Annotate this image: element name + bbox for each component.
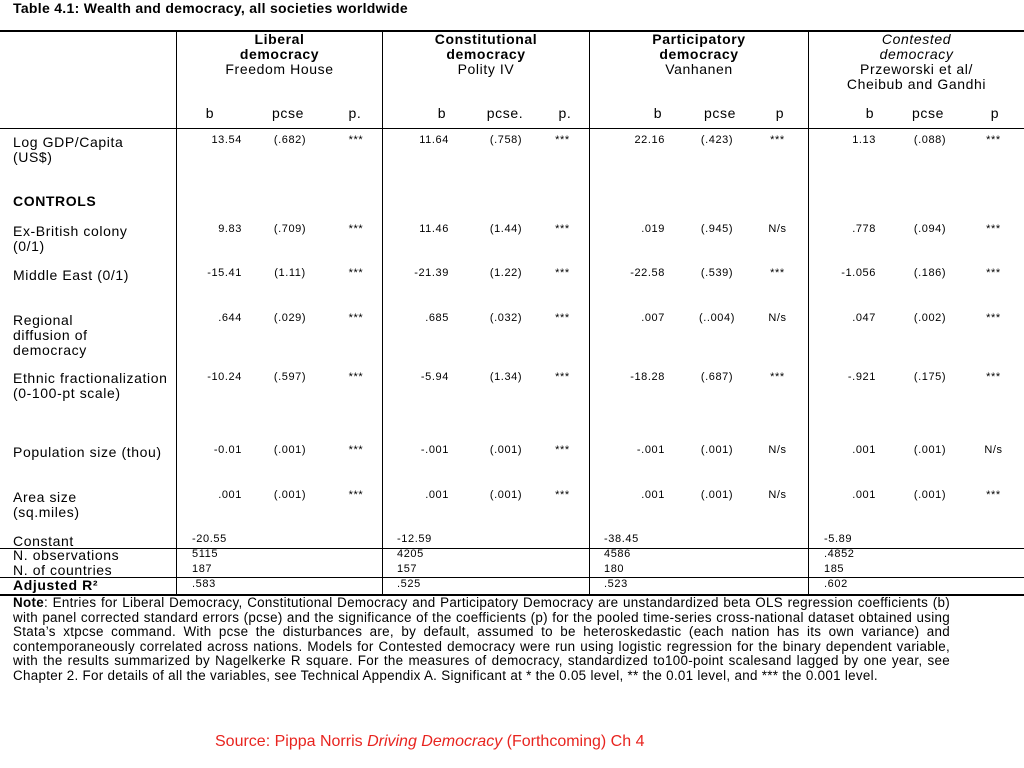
- cell-b: 4205: [397, 548, 424, 560]
- subheader-b: b: [865, 105, 875, 121]
- source-book-title: Driving Democracy: [367, 733, 503, 750]
- cell-pcse: (.001): [700, 489, 734, 501]
- cell-p: ***: [348, 489, 364, 501]
- cell-pcse: (.001): [913, 489, 947, 501]
- subheader-b: b: [437, 105, 447, 121]
- cell-pcse: (.001): [913, 444, 947, 456]
- cell-pcse: (.423): [700, 134, 734, 146]
- cell-b: .523: [604, 578, 628, 590]
- cell-b: -20.55: [192, 533, 227, 545]
- cell-p: ***: [986, 223, 1001, 235]
- row-label: Log GDP/Capita (US$): [13, 134, 124, 165]
- column-source: Polity IV: [457, 61, 515, 77]
- column-source: Freedom House: [225, 61, 334, 77]
- cell-pcse: (1.11): [274, 267, 306, 279]
- cell-b: .583: [192, 578, 216, 590]
- row-label: Constant: [13, 533, 74, 549]
- cell-p: ***: [770, 134, 785, 146]
- subheader-p: p.: [348, 105, 362, 121]
- subheader-b: b: [205, 105, 215, 121]
- source-prefix: Source: Pippa Norris: [215, 733, 368, 750]
- cell-pcse: (.539): [700, 267, 734, 279]
- cell-b: -.001: [636, 444, 665, 456]
- cell-b: -0.01: [213, 444, 242, 456]
- cell-b: -5.89: [824, 533, 853, 545]
- subheader-pcse: pcse.: [486, 105, 524, 121]
- column-header-participatory: [590, 32, 808, 77]
- cell-b: 22.16: [634, 134, 665, 146]
- cell-pcse: (.001): [273, 489, 307, 501]
- cell-p: N/s: [768, 444, 787, 456]
- cell-b: 187: [192, 563, 213, 575]
- cell-b: .001: [425, 489, 449, 501]
- cell-p: ***: [348, 134, 364, 146]
- cell-b: 5115: [192, 548, 219, 560]
- table-title: Table 4.1: Wealth and democracy, all societies worldwide: [13, 0, 408, 16]
- cell-pcse: (.001): [489, 444, 523, 456]
- cell-p: ***: [770, 267, 785, 279]
- row-label: N. of countries: [13, 562, 113, 578]
- cell-pcse: (.186): [913, 267, 947, 279]
- cell-pcse: (.032): [489, 312, 523, 324]
- col-divider: [808, 30, 809, 595]
- row-label: Middle East (0/1): [13, 267, 130, 283]
- source-citation: [215, 733, 644, 751]
- cell-pcse: (.002): [913, 312, 947, 324]
- cell-p: ***: [555, 489, 570, 501]
- table-note: [13, 596, 950, 684]
- cell-p: ***: [986, 312, 1001, 324]
- cell-p: ***: [986, 134, 1001, 146]
- cell-b: -.001: [420, 444, 449, 456]
- cell-b: -22.58: [630, 267, 665, 279]
- column-header-contested: [809, 32, 1024, 92]
- cell-p: ***: [348, 444, 364, 456]
- cell-pcse: (1.22): [489, 267, 523, 279]
- cell-b: .778: [852, 223, 876, 235]
- cell-b: -.921: [847, 371, 876, 383]
- cell-b: -38.45: [604, 533, 639, 545]
- column-name: Participatory democracy: [652, 31, 746, 62]
- cell-pcse: (.758): [489, 134, 523, 146]
- cell-b: -15.41: [207, 267, 242, 279]
- column-name: Liberal democracy: [239, 31, 320, 62]
- source-suffix: (Forthcoming) Ch 4: [502, 733, 645, 750]
- cell-b: .019: [641, 223, 665, 235]
- subheader-pcse: pcse: [912, 105, 944, 121]
- cell-pcse: (.001): [700, 444, 734, 456]
- cell-b: -1.056: [841, 267, 876, 279]
- row-label: Population size (thou): [13, 444, 162, 460]
- cell-pcse: (.175): [913, 371, 947, 383]
- cell-b: 9.83: [218, 223, 242, 235]
- row-label: Area size (sq.miles): [13, 489, 80, 520]
- row-label: N. observations: [13, 547, 120, 563]
- subheader-p: p: [990, 105, 1000, 121]
- cell-b: .001: [218, 489, 242, 501]
- row-label: Ex-British colony (0/1): [13, 223, 128, 254]
- row-label-controls: CONTROLS: [13, 193, 97, 209]
- subheader-pcse: pcse: [704, 105, 736, 121]
- column-source: Przeworski et al/ Cheibub and Gandhi: [846, 61, 987, 92]
- cell-pcse: (.001): [273, 444, 307, 456]
- cell-p: N/s: [768, 489, 787, 501]
- cell-b: 4586: [604, 548, 631, 560]
- cell-b: -10.24: [207, 371, 242, 383]
- cell-p: N/s: [984, 444, 1003, 456]
- cell-p: ***: [555, 371, 570, 383]
- subheader-p: p: [775, 105, 785, 121]
- cell-b: .047: [852, 312, 876, 324]
- cell-b: .602: [824, 578, 848, 590]
- cell-pcse: (.088): [913, 134, 947, 146]
- cell-pcse: (.597): [273, 371, 307, 383]
- cell-b: .525: [397, 578, 421, 590]
- cell-pcse: (..004): [699, 312, 735, 324]
- note-label: Note: [13, 595, 44, 610]
- header-rule: [0, 128, 1024, 129]
- column-source: Vanhanen: [665, 61, 733, 77]
- cell-pcse: (.094): [913, 223, 947, 235]
- cell-p: ***: [348, 312, 364, 324]
- cell-b: .001: [641, 489, 665, 501]
- cell-pcse: (.709): [273, 223, 307, 235]
- cell-p: ***: [555, 223, 570, 235]
- cell-b: -12.59: [397, 533, 432, 545]
- subheader-p: p.: [558, 105, 572, 121]
- cell-pcse: (.029): [273, 312, 307, 324]
- cell-p: ***: [555, 267, 570, 279]
- column-header-constitutional: [383, 32, 589, 77]
- cell-b: .644: [218, 312, 242, 324]
- cell-p: ***: [555, 312, 570, 324]
- cell-b: 11.46: [419, 223, 449, 235]
- column-name: Contested democracy: [879, 31, 954, 62]
- cell-b: 185: [824, 563, 845, 575]
- cell-pcse: (.001): [489, 489, 523, 501]
- cell-p: ***: [555, 444, 570, 456]
- cell-b: .001: [852, 489, 876, 501]
- note-text: : Entries for Liberal Democracy, Constitutional Democracy and Participatory Democracy are unstandardized beta OLS regression coefficients (b) with panel corrected standard errors (pcse) and the significance of the coefficients (p) for the pooled time-series cross-national dataset obtained using Stata’s xtpcse command. With pcse the disturbances are, by default, assumed to be heteroskedastic (each nation has its own variance) and contemporaneously correlated across nations. Models for Contested democracy were run using logistic regression for the binary dependent variable, with the results summarized by Nagelkerke R square. For the measures of democracy, standardized to100-point scalesand lagged by one year, see Chapter 2. For details of all the variables, see Technical Appendix A. Significant at * the 0.05 level, ** the 0.01 level, and *** the 0.001 level.: [13, 595, 950, 683]
- cell-b: 157: [397, 563, 418, 575]
- cell-b: 1.13: [852, 134, 876, 146]
- cell-pcse: (.682): [273, 134, 307, 146]
- row-label: Regional diffusion of democracy: [13, 312, 88, 358]
- cell-pcse: (.945): [700, 223, 734, 235]
- subheader-pcse: pcse: [272, 105, 304, 121]
- cell-b: 180: [604, 563, 625, 575]
- column-header-liberal: [177, 32, 382, 77]
- cell-b: -18.28: [630, 371, 665, 383]
- cell-p: ***: [770, 371, 785, 383]
- cell-p: ***: [348, 223, 364, 235]
- cell-b: .685: [425, 312, 449, 324]
- cell-p: N/s: [768, 223, 787, 235]
- cell-b: 11.64: [419, 134, 449, 146]
- cell-b: .4852: [824, 548, 855, 560]
- cell-p: ***: [555, 134, 570, 146]
- cell-p: ***: [348, 267, 364, 279]
- cell-p: ***: [986, 489, 1001, 501]
- column-name: Constitutional democracy: [434, 31, 538, 62]
- row-label: Ethnic fractionalization (0-100-pt scale): [13, 370, 168, 401]
- col-divider: [382, 30, 383, 595]
- cell-p: ***: [986, 371, 1001, 383]
- cell-b: .001: [852, 444, 876, 456]
- col-divider: [176, 30, 177, 595]
- cell-b: -21.39: [414, 267, 449, 279]
- cell-p: ***: [348, 371, 364, 383]
- cell-pcse: (1.34): [489, 371, 523, 383]
- cell-b: -5.94: [420, 371, 449, 383]
- subheader-b: b: [653, 105, 663, 121]
- cell-p: ***: [986, 267, 1001, 279]
- col-divider: [589, 30, 590, 595]
- cell-b: 13.54: [211, 134, 242, 146]
- cell-pcse: (.687): [700, 371, 734, 383]
- cell-b: .007: [641, 312, 665, 324]
- cell-p: N/s: [768, 312, 787, 324]
- cell-pcse: (1.44): [489, 223, 523, 235]
- row-label-adjusted-r2: Adjusted R²: [13, 577, 99, 593]
